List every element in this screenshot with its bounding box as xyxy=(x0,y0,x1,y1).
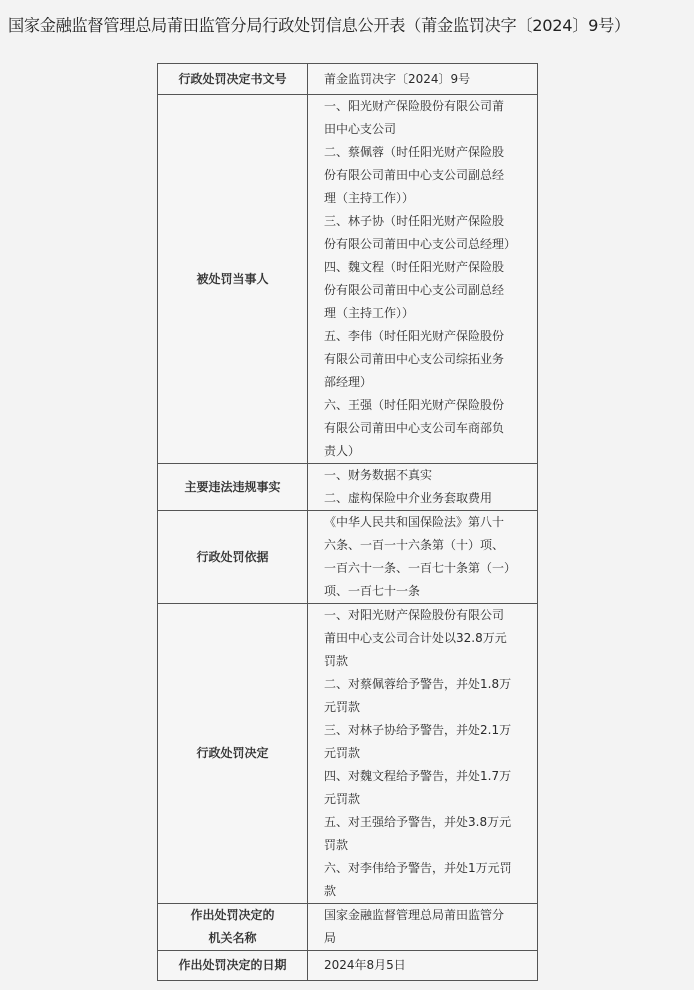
value-line: 国家金融监督管理总局莆田监管分 xyxy=(324,908,505,922)
value-line: 四、对魏文程给予警告，并处1.7万 xyxy=(324,769,512,783)
value-line: 四、魏文程（时任阳光财产保险股 xyxy=(324,260,505,274)
value-line: 二、蔡佩蓉（时任阳光财产保险股 xyxy=(324,145,505,159)
value-line: 2024年8月5日 xyxy=(324,958,406,972)
label-doc-no: 行政处罚决定书文号 xyxy=(158,64,308,95)
value-line: 罚款 xyxy=(324,654,349,668)
value-line: 款 xyxy=(324,884,337,898)
table-row-date xyxy=(158,951,538,981)
value-doc-no xyxy=(308,64,538,95)
value-line: 六、对李伟给予警告，并处1万元罚 xyxy=(324,861,512,875)
value-line: 三、对林子协给予警告，并处2.1万 xyxy=(324,723,512,737)
value-line: 份有限公司莆田中心支公司副总经 xyxy=(324,168,505,182)
value-line: 《中华人民共和国保险法》第八十 xyxy=(324,515,505,529)
value-line: 有限公司莆田中心支公司车商部负 xyxy=(324,421,505,435)
label-facts: 主要违法违规事实 xyxy=(158,464,308,511)
label-date: 作出处罚决定的日期 xyxy=(158,951,308,981)
penalty-info-table xyxy=(157,63,538,981)
value-line: 理（主持工作）） xyxy=(324,191,415,205)
value-authority xyxy=(308,904,538,951)
value-line: 部经理） xyxy=(324,375,373,389)
value-line: 三、林子协（时任阳光财产保险股 xyxy=(324,214,505,228)
value-line: 元罚款 xyxy=(324,746,361,760)
value-line: 有限公司莆田中心支公司综拓业务 xyxy=(324,352,505,366)
table-row-basis xyxy=(158,511,538,604)
value-line: 份有限公司莆田中心支公司总经理） xyxy=(324,237,517,251)
value-line: 份有限公司莆田中心支公司副总经 xyxy=(324,283,505,297)
value-facts xyxy=(308,464,538,511)
value-parties xyxy=(308,95,538,464)
value-line: 五、李伟（时任阳光财产保险股份 xyxy=(324,329,505,343)
value-line: 莆田中心支公司合计处以32.8万元 xyxy=(324,631,507,645)
label-basis: 行政处罚依据 xyxy=(158,511,308,604)
value-date xyxy=(308,951,538,981)
label-line: 作出处罚决定的 xyxy=(190,908,275,922)
value-line: 二、虚构保险中介业务套取费用 xyxy=(324,491,493,505)
value-line: 一百六十一条、一百七十条第（一） xyxy=(324,561,517,575)
label-decision: 行政处罚决定 xyxy=(158,604,308,904)
value-line: 一、阳光财产保险股份有限公司莆 xyxy=(324,99,505,113)
table-row-authority xyxy=(158,904,538,951)
table-row-decision xyxy=(158,604,538,904)
table-row-facts xyxy=(158,464,538,511)
value-line: 六、王强（时任阳光财产保险股份 xyxy=(324,398,505,412)
value-line: 罚款 xyxy=(324,838,349,852)
value-line: 局 xyxy=(324,931,337,945)
label-parties: 被处罚当事人 xyxy=(158,95,308,464)
label-line: 机关名称 xyxy=(208,931,257,945)
page-title: 国家金融监督管理总局莆田监管分局行政处罚信息公开表（莆金监罚决字〔2024〕9号） xyxy=(8,16,630,35)
value-line: 一、财务数据不真实 xyxy=(324,468,433,482)
value-basis xyxy=(308,511,538,604)
value-line: 元罚款 xyxy=(324,792,361,806)
value-line: 六条、一百一十六条第（十）项、 xyxy=(324,538,505,552)
value-line: 二、对蔡佩蓉给予警告，并处1.8万 xyxy=(324,677,512,691)
value-line: 项、一百七十一条 xyxy=(324,584,421,598)
value-line: 理（主持工作）） xyxy=(324,306,415,320)
value-line: 一、对阳光财产保险股份有限公司 xyxy=(324,608,505,622)
value-line: 田中心支公司 xyxy=(324,122,397,136)
table-row-doc-no xyxy=(158,64,538,95)
value-line: 元罚款 xyxy=(324,700,361,714)
value-decision xyxy=(308,604,538,904)
label-authority xyxy=(158,904,308,951)
value-line: 莆金监罚决字〔2024〕9号 xyxy=(324,71,471,86)
table-row-parties xyxy=(158,95,538,464)
value-line: 五、对王强给予警告，并处3.8万元 xyxy=(324,815,512,829)
value-line: 责人） xyxy=(324,444,361,458)
